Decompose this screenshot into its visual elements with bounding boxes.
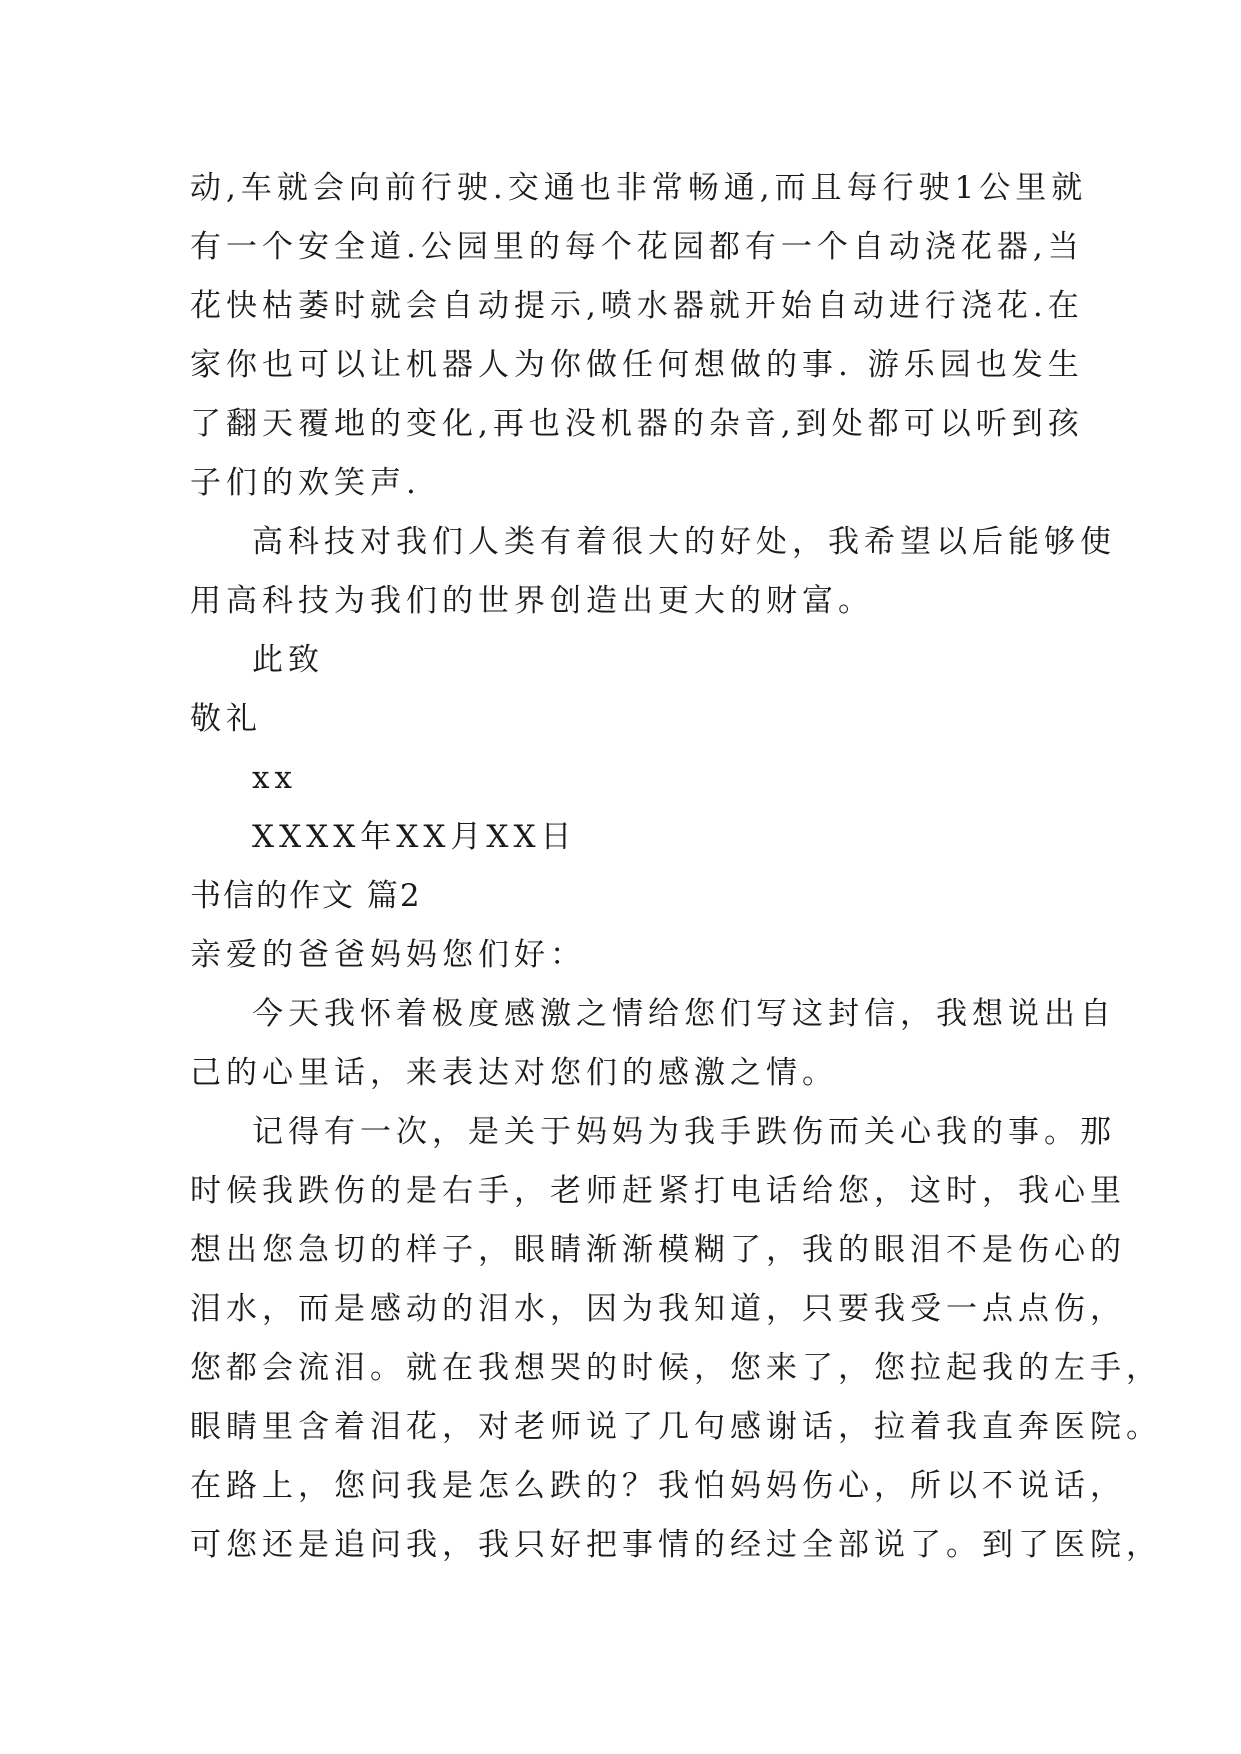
text-line: 用高科技为我们的世界创造出更大的财富。	[190, 583, 874, 619]
date-line: XXXX年XX月XX日	[252, 819, 577, 855]
text-line: 想出您急切的样子，眼睛渐渐模糊了，我的眼泪不是伤心的	[190, 1232, 1126, 1268]
text-line: 有一个安全道.公园里的每个花园都有一个自动浇花器,当	[190, 229, 1084, 265]
text-line: 眼睛里含着泪花，对老师说了几句感谢话，拉着我直奔医院。	[190, 1409, 1162, 1445]
text-line: 时候我跌伤的是右手，老师赶紧打电话给您，这时，我心里	[190, 1173, 1126, 1209]
text-line: 家你也可以让机器人为你做任何想做的事. 游乐园也发生	[190, 347, 1084, 383]
text-line: 泪水，而是感动的泪水，因为我知道，只要我受一点点伤，	[190, 1291, 1126, 1327]
text-line: 在路上，您问我是怎么跌的？我怕妈妈伤心，所以不说话，	[190, 1468, 1126, 1504]
text-line: 动,车就会向前行驶.交通也非常畅通,而且每行驶1公里就	[190, 170, 1088, 206]
text-line: 子们的欢笑声.	[190, 465, 421, 501]
text-line: 了翻天覆地的变化,再也没机器的杂音,到处都可以听到孩	[190, 406, 1084, 442]
greeting: 亲爱的爸爸妈妈您们好：	[190, 937, 586, 973]
text-line: 己的心里话，来表达对您们的感激之情。	[190, 1055, 838, 1091]
closing-line: 此致	[252, 642, 324, 678]
section-title: 书信的作文 篇2	[190, 878, 422, 914]
signature: xx	[252, 760, 297, 796]
text-line: 花快枯萎时就会自动提示,喷水器就开始自动进行浇花.在	[190, 288, 1084, 324]
text-line: 可您还是追问我，我只好把事情的经过全部说了。到了医院，	[190, 1527, 1162, 1563]
closing-line: 敬礼	[190, 701, 262, 737]
text-line: 记得有一次，是关于妈妈为我手跌伤而关心我的事。那	[252, 1114, 1116, 1150]
text-line: 您都会流泪。就在我想哭的时候，您来了，您拉起我的左手，	[190, 1350, 1162, 1386]
text-line: 今天我怀着极度感激之情给您们写这封信，我想说出自	[252, 996, 1116, 1032]
text-line: 高科技对我们人类有着很大的好处，我希望以后能够使	[252, 524, 1116, 560]
